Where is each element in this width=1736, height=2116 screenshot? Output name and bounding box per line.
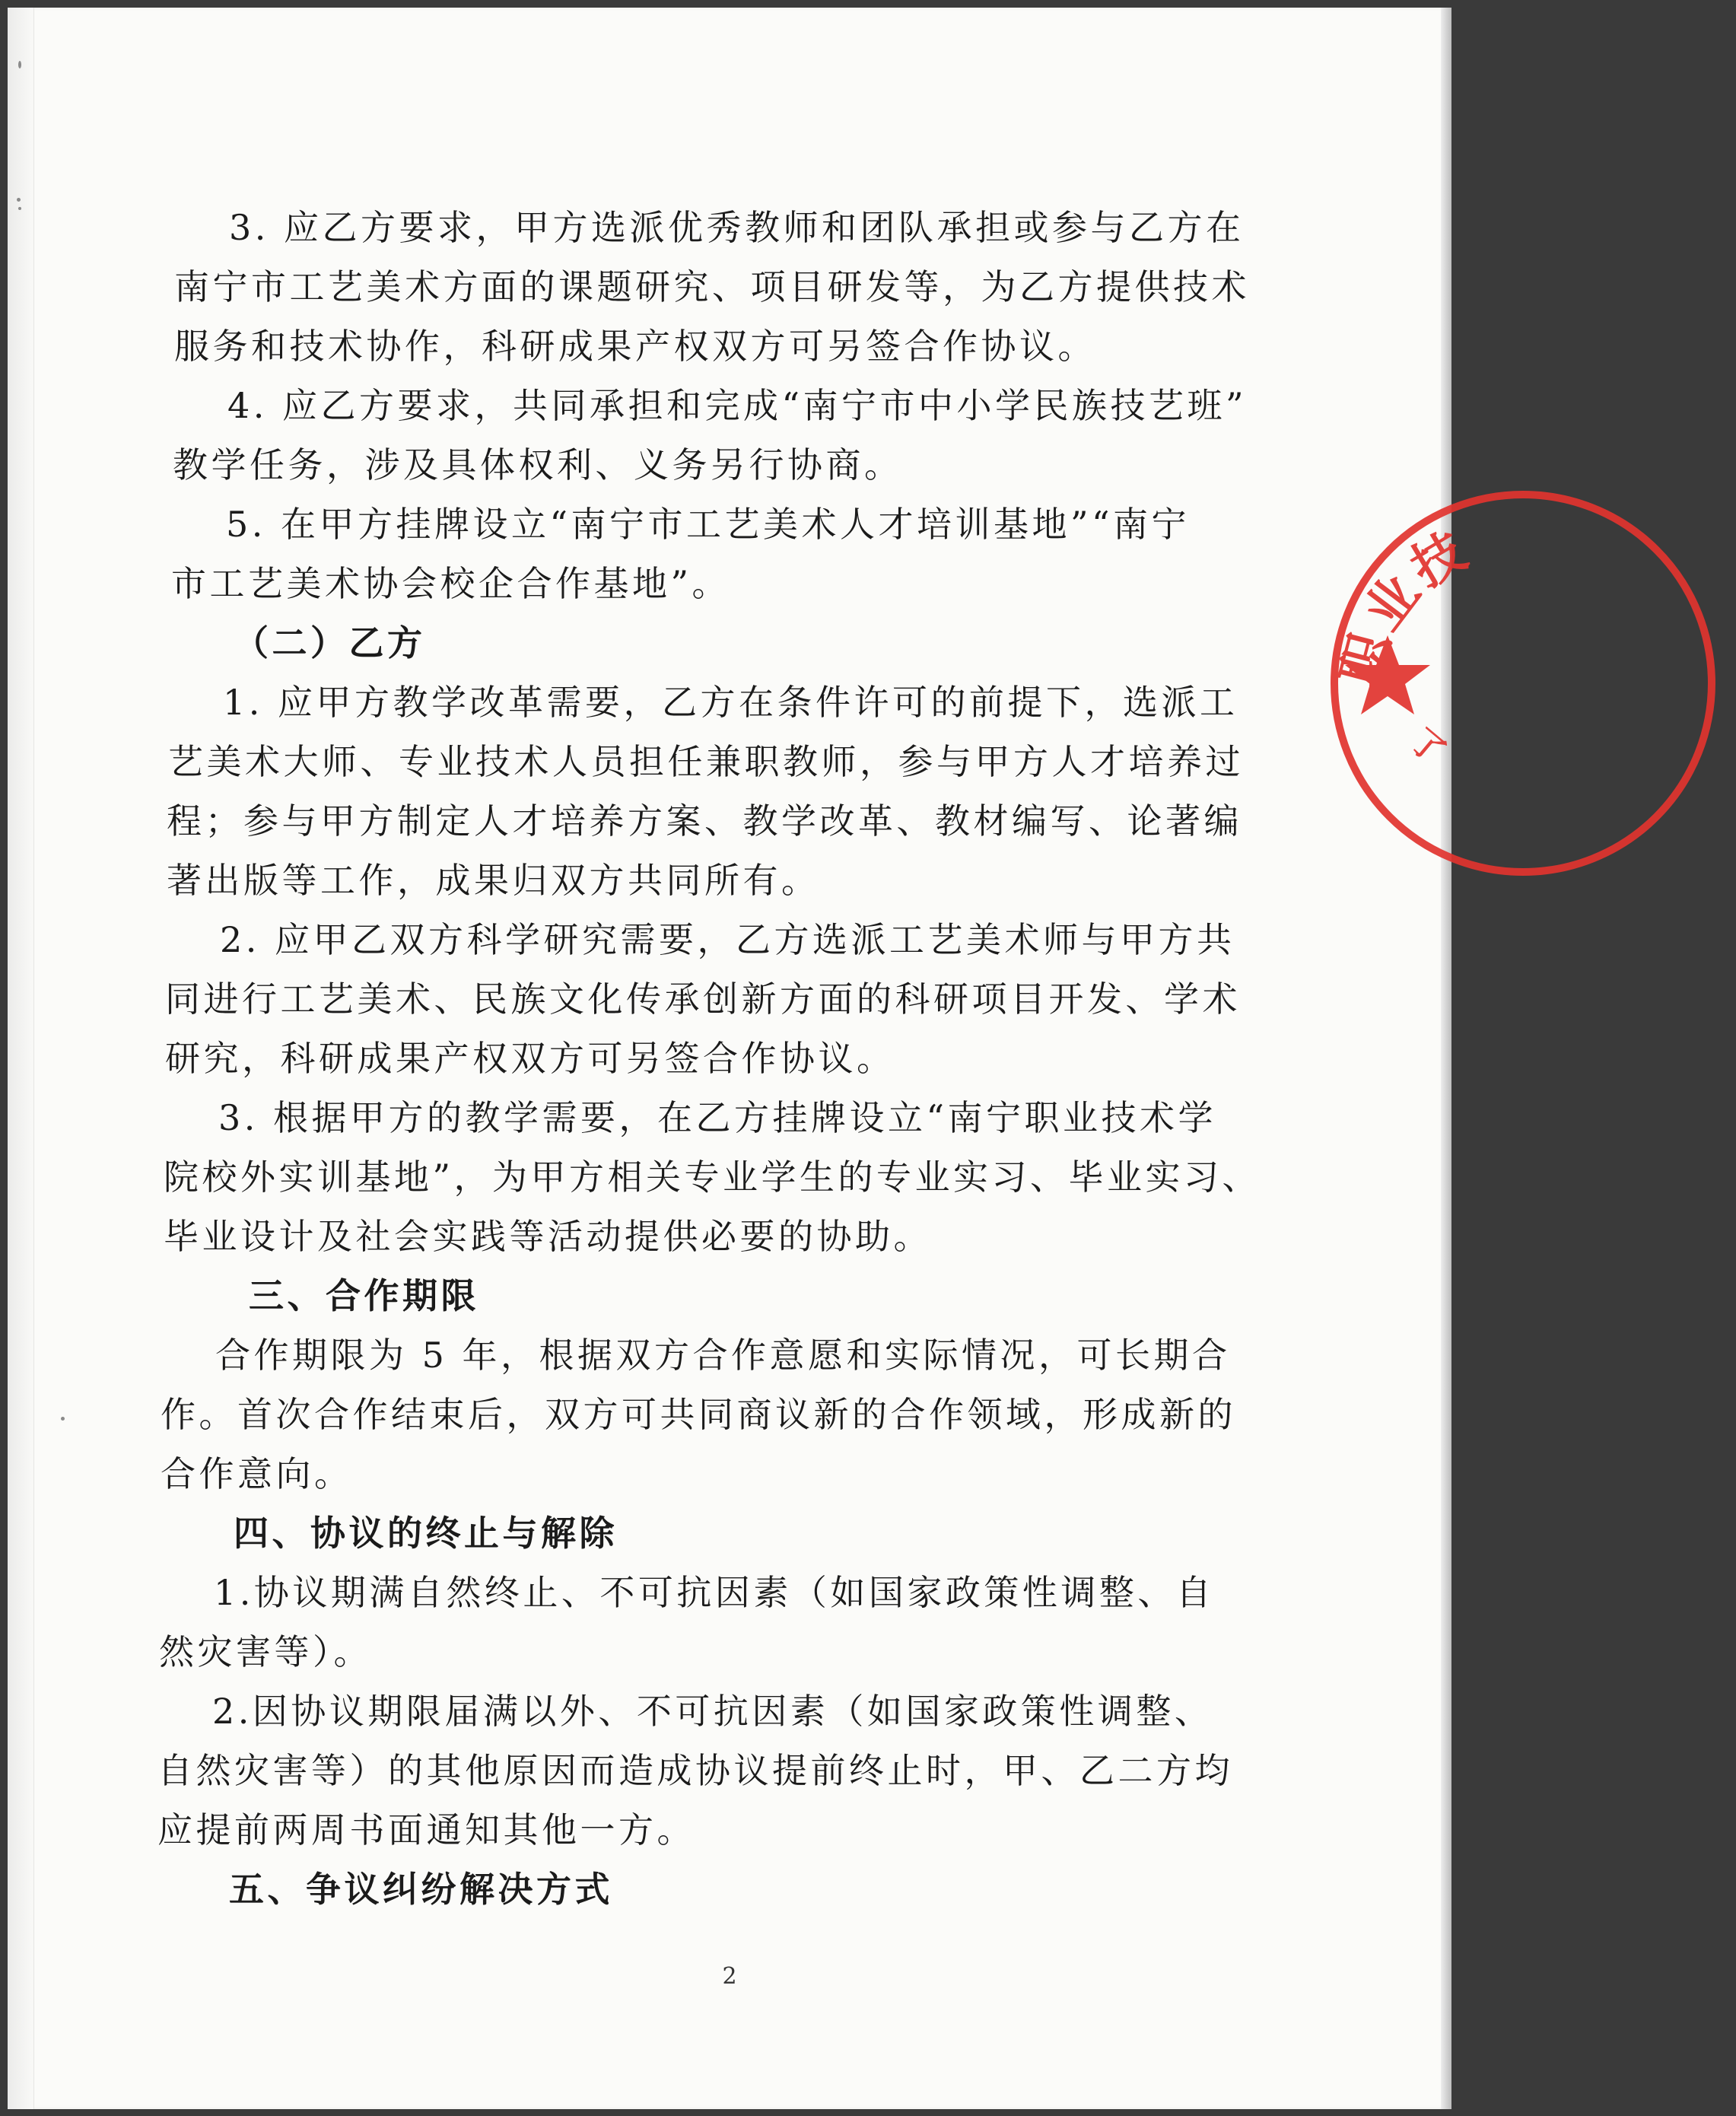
scan-right-edge-shadow — [1441, 8, 1451, 2109]
text-line: 2.因协议期限届满以外、不可抗因素（如国家政策性调整、 — [212, 1691, 1213, 1732]
text-line: 2. 应甲乙双方科学研究需要，乙方选派工艺美术师与甲方共 — [220, 919, 1235, 960]
scan-left-margin — [8, 8, 34, 2109]
text-line: 然灾害等）。 — [159, 1631, 372, 1672]
text-line: 5. 在甲方挂牌设立“南宁市工艺美术人才培训基地”“南宁 — [226, 504, 1191, 545]
text-line: 4. 应乙方要求，共同承担和完成“南宁市中小学民族技艺班” — [227, 385, 1248, 426]
text-line: 著出版等工作，成果归双方共同所有。 — [167, 860, 820, 901]
section-heading: 四、协议的终止与解除 — [234, 1513, 618, 1554]
text-line: 研究，科研成果产权双方可另签合作协议。 — [165, 1038, 895, 1079]
text-line: 市工艺美术协会校企合作基地”。 — [171, 563, 731, 604]
text-line: 自然灾害等）的其他原因而造成协议提前终止时，甲、乙二方均 — [157, 1750, 1233, 1791]
scan-speck — [18, 61, 21, 68]
document-page — [8, 8, 1480, 2109]
seal-fragment: 了 — [1401, 721, 1453, 772]
text-line: 教学任务，涉及具体权利、义务另行协商。 — [173, 444, 903, 485]
page-number: 2 — [722, 1963, 737, 1990]
section-heading: 三、合作期限 — [249, 1275, 479, 1316]
text-line: 毕业设计及社会实践等活动提供必要的协助。 — [164, 1216, 932, 1257]
text-line: 作。首次合作结束后，双方可共同商议新的合作领域，形成新的 — [161, 1394, 1236, 1435]
scan-speck — [17, 198, 21, 202]
section-heading: （二）乙方 — [234, 622, 426, 663]
section-heading: 五、争议纠纷解决方式 — [229, 1869, 613, 1910]
text-line: 同进行工艺美术、民族文化传承创新方面的科研项目开发、学术 — [165, 978, 1241, 1020]
text-line: 3. 根据甲方的教学需要，在乙方挂牌设立“南宁职业技术学 — [218, 1097, 1217, 1138]
text-line: 3. 应乙方要求，甲方选派优秀教师和团队承担或参与乙方在 — [229, 207, 1245, 248]
text-line: 南宁市工艺美术方面的课题研究、项目研发等，为乙方提供技术 — [174, 266, 1250, 307]
text-line: 应提前两周书面通知其他一方。 — [157, 1809, 695, 1850]
scan-speck — [61, 1417, 65, 1421]
text-line: 程；参与甲方制定人才培养方案、教学改革、教材编写、论著编 — [167, 800, 1242, 842]
text-line: 合作意向。 — [161, 1453, 353, 1494]
text-line: 1.协议期满自然终止、不可抗因素（如国家政策性调整、自 — [214, 1572, 1215, 1613]
scan-speck — [18, 207, 21, 210]
text-line: 合作期限为 5 年，根据双方合作意愿和实际情况，可长期合 — [215, 1335, 1231, 1376]
text-line: 1. 应甲方教学改革需要，乙方在条件许可的前提下，选派工 — [223, 682, 1238, 723]
red-seal-stamp — [1310, 470, 1736, 896]
text-line: 院校外实训基地”，为甲方相关专业学生的专业实习、毕业实习、 — [164, 1157, 1261, 1198]
text-line: 服务和技术协作，科研成果产权双方可另签合作协议。 — [174, 326, 1096, 367]
seal-text: 职业技 — [1329, 518, 1480, 692]
agreement-text — [157, 198, 1276, 1919]
text-line: 艺美术大师、专业技术人员担任兼职教师，参与甲方人才培养过 — [168, 741, 1244, 782]
